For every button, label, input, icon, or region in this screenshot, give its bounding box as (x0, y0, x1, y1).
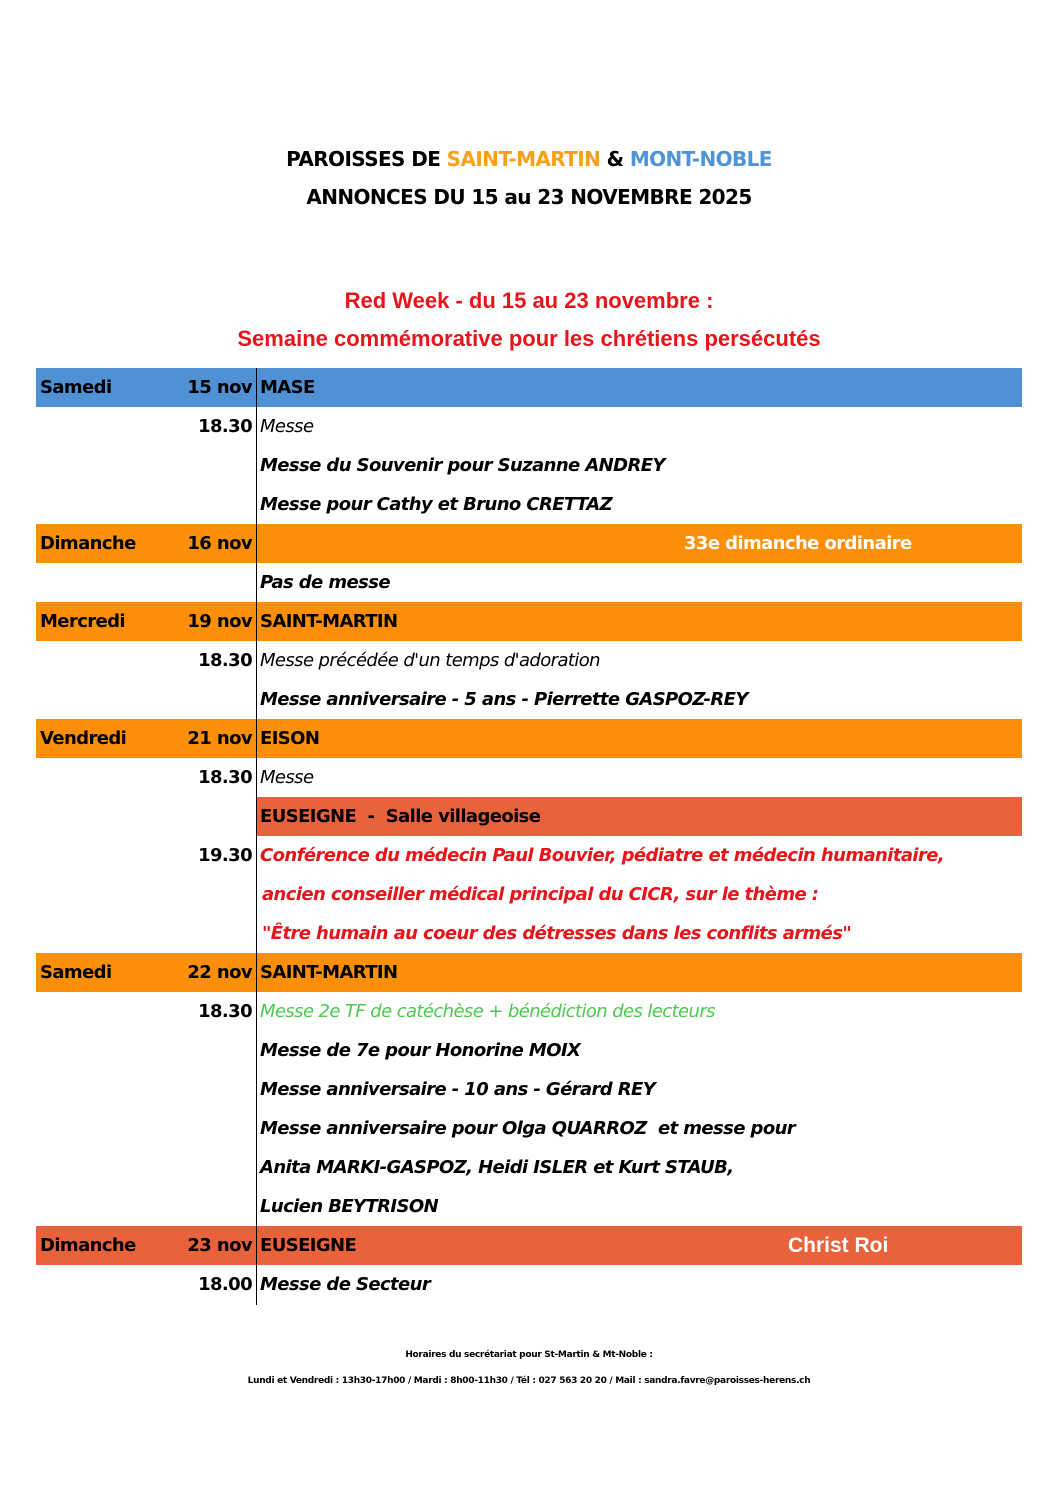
red-week-title: Red Week - du 15 au 23 novembre : (344, 288, 714, 313)
schedule-table (36, 368, 1022, 1304)
day-location: SAINT-MARTIN (260, 611, 398, 632)
day-header-row (36, 368, 1022, 407)
conference-line: "Être humain au coeur des détresses dans les conflits armés" (262, 923, 852, 944)
day-date: 16 nov (187, 533, 252, 554)
day-date: 22 nov (187, 962, 252, 983)
entry-row (36, 1070, 1022, 1109)
conference-line: ancien conseiller médical principal du CICR, sur le thème : (262, 884, 819, 905)
entry-text: Messe de 7e pour Honorine MOIX (260, 1040, 581, 1061)
day-name: Vendredi (40, 728, 127, 749)
entry-text: Lucien BEYTRISON (260, 1196, 439, 1217)
header-prefix: PAROISSES DE (286, 147, 447, 171)
column-divider (256, 368, 257, 1305)
entry-row (36, 485, 1022, 524)
entry-row (36, 641, 1022, 680)
header-announcement-period: ANNONCES DU 15 au 23 NOVEMBRE 2025 (306, 185, 752, 209)
day-header-row (36, 719, 1022, 758)
entry-row (36, 407, 1022, 446)
liturgical-note: Christ Roi (788, 1233, 889, 1257)
footer-secretariat-hours: Lundi et Vendredi : 13h30-17h00 / Mardi : 8h00-11h30 / Tél : 027 563 20 20 / Mail : sandra.favre@paroisses-herens.ch (247, 1376, 811, 1386)
day-name: Dimanche (40, 1235, 136, 1256)
parish-saint-martin: SAINT-MARTIN (446, 147, 601, 171)
entry-row (36, 1265, 1022, 1304)
entry-text: Messe précédée d'un temps d'adoration (260, 650, 600, 671)
day-header-row (36, 524, 1022, 563)
day-location: EISON (260, 728, 320, 749)
entry-text: Pas de messe (260, 572, 390, 593)
day-location: SAINT-MARTIN (260, 962, 398, 983)
entry-text: Messe pour Cathy et Bruno CRETTAZ (260, 494, 613, 515)
day-name: Samedi (40, 377, 112, 398)
entry-time: 18.30 (198, 1001, 252, 1022)
header-ampersand: & (600, 147, 630, 171)
entry-text: Messe 2e TF de catéchèse + bénédiction des lecteurs (260, 1001, 715, 1022)
day-name: Samedi (40, 962, 112, 983)
conference-line: Conférence du médecin Paul Bouvier, pédiatre et médecin humanitaire, (260, 845, 945, 866)
entry-row (36, 992, 1022, 1031)
entry-text: Anita MARKI-GASPOZ, Heidi ISLER et Kurt STAUB, (260, 1157, 734, 1178)
day-header-row (36, 602, 1022, 641)
header-parishes (0, 140, 1058, 178)
day-date: 21 nov (187, 728, 252, 749)
day-date: 19 nov (187, 611, 252, 632)
sub-location: EUSEIGNE - Salle villageoise (260, 806, 541, 827)
entry-row (36, 1031, 1022, 1070)
day-date: 23 nov (187, 1235, 252, 1256)
entry-text: Messe (260, 767, 314, 788)
entry-text: Messe (260, 416, 314, 437)
day-location (256, 524, 1022, 563)
entry-text: Messe anniversaire pour Olga QUARROZ et messe pour (260, 1118, 796, 1139)
page-header (0, 140, 1058, 216)
parish-mont-noble: MONT-NOBLE (629, 147, 772, 171)
entry-row (36, 563, 1022, 602)
entry-text: Messe de Secteur (260, 1274, 431, 1295)
conference-row (36, 914, 1022, 953)
entry-row (36, 680, 1022, 719)
conference-time: 19.30 (198, 845, 252, 866)
entry-time: 18.30 (198, 416, 252, 437)
footer-secretariat-title: Horaires du secrétariat pour St-Martin & Mt-Noble : (405, 1350, 653, 1360)
entry-row (36, 1148, 1022, 1187)
day-name: Mercredi (40, 611, 126, 632)
entry-text: Messe anniversaire - 5 ans - Pierrette GASPOZ-REY (260, 689, 748, 710)
day-date: 15 nov (187, 377, 252, 398)
day-location: MASE (260, 377, 315, 398)
red-week-banner (0, 282, 1058, 358)
liturgical-note: 33e dimanche ordinaire (684, 533, 912, 554)
entry-time: 18.30 (198, 767, 252, 788)
day-header-row (36, 953, 1022, 992)
entry-time: 18.00 (198, 1274, 252, 1295)
entry-row (36, 1187, 1022, 1226)
entry-text: Messe du Souvenir pour Suzanne ANDREY (260, 455, 665, 476)
entry-time: 18.30 (198, 650, 252, 671)
entry-row (36, 446, 1022, 485)
entry-row (36, 758, 1022, 797)
conference-row (36, 836, 1022, 875)
day-header-row (36, 1226, 1022, 1265)
red-week-description: Semaine commémorative pour les chrétiens persécutés (237, 326, 821, 351)
entry-row (36, 1109, 1022, 1148)
conference-row (36, 875, 1022, 914)
sub-location-row (36, 797, 1022, 836)
day-location: EUSEIGNE Christ Roi (260, 1233, 889, 1257)
entry-text: Messe anniversaire - 10 ans - Gérard REY (260, 1079, 656, 1100)
day-name: Dimanche (40, 533, 136, 554)
